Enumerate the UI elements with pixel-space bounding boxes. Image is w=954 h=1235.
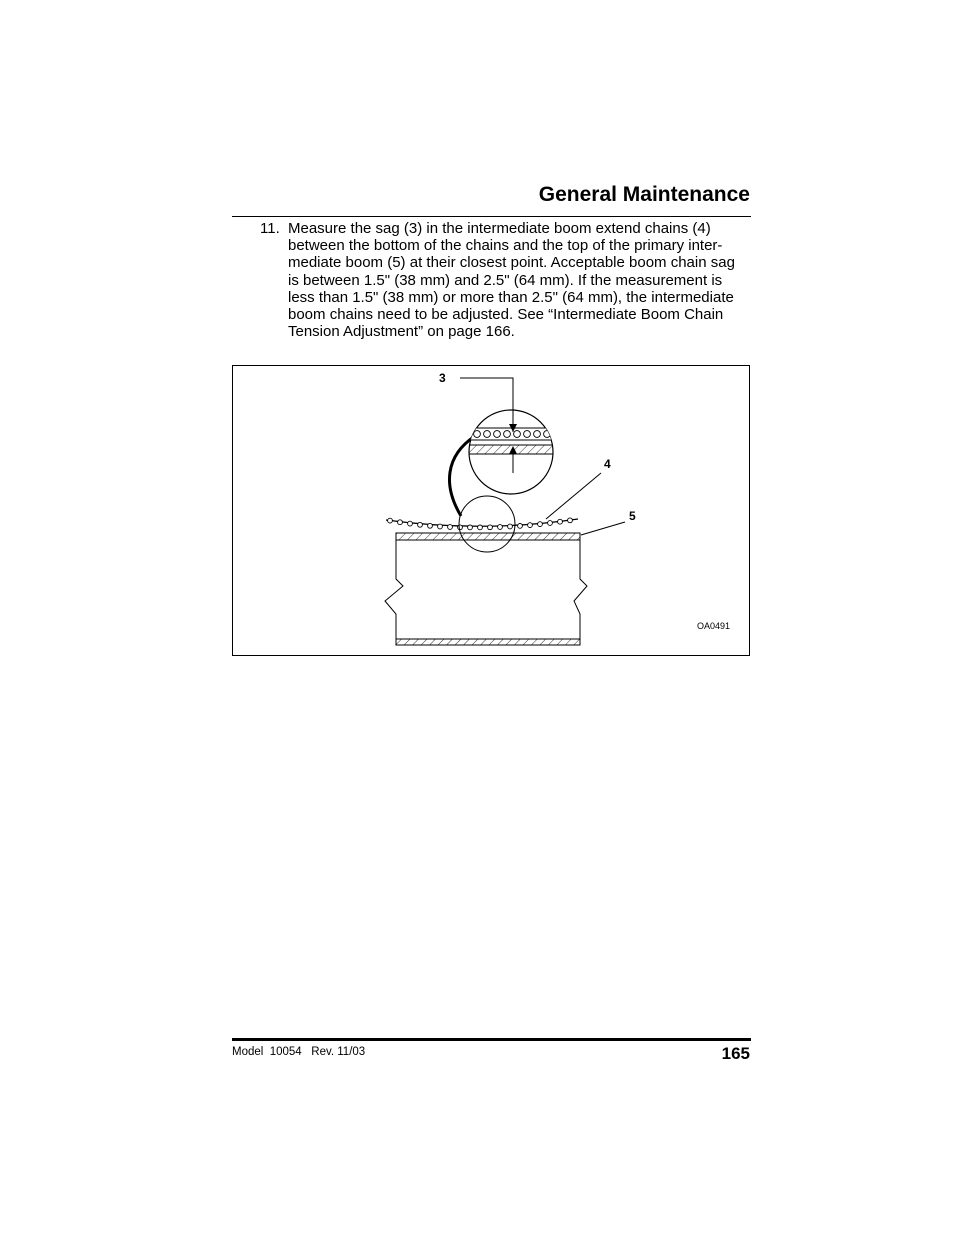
title-divider xyxy=(232,216,751,217)
step-text: Measure the sag (3) in the intermediate boom extend chains (4) between the bottom of the chains and the top of the primary inter- mediate boom (5) at their closest point. Acceptable boom chain sag is between 1.5" (38 mm) and 2.5" (64 mm). If the measurement is less than 1.5" (38 mm) or more than 2.5" (64 mm), the intermediate boom chains need to be adjusted. See “Intermediate Boom Chain Tension Adjustment” on page 166. xyxy=(288,220,735,341)
callout-5-label: 5 xyxy=(629,509,636,523)
boom-chain-sag-figure xyxy=(232,365,750,656)
boom-chain xyxy=(386,518,578,530)
footer-divider xyxy=(232,1038,751,1041)
callout-4-leader xyxy=(546,473,601,519)
primary-intermediate-boom xyxy=(385,533,587,645)
magnified-detail xyxy=(469,410,553,494)
page-number: 165 xyxy=(721,1044,750,1063)
step-number: 11. xyxy=(260,220,280,237)
figure-code: OA0491 xyxy=(697,621,731,631)
instruction-step xyxy=(260,220,751,340)
callout-5-leader xyxy=(581,522,625,535)
footer-model-revision: Model 10054 Rev. 11/03 xyxy=(232,1046,366,1058)
callout-4-label: 4 xyxy=(604,457,611,471)
detail-marker-circle xyxy=(459,496,515,552)
boom-chain-diagram xyxy=(233,366,749,655)
section-title: General Maintenance xyxy=(538,183,750,206)
callout-3-label: 3 xyxy=(439,371,446,385)
